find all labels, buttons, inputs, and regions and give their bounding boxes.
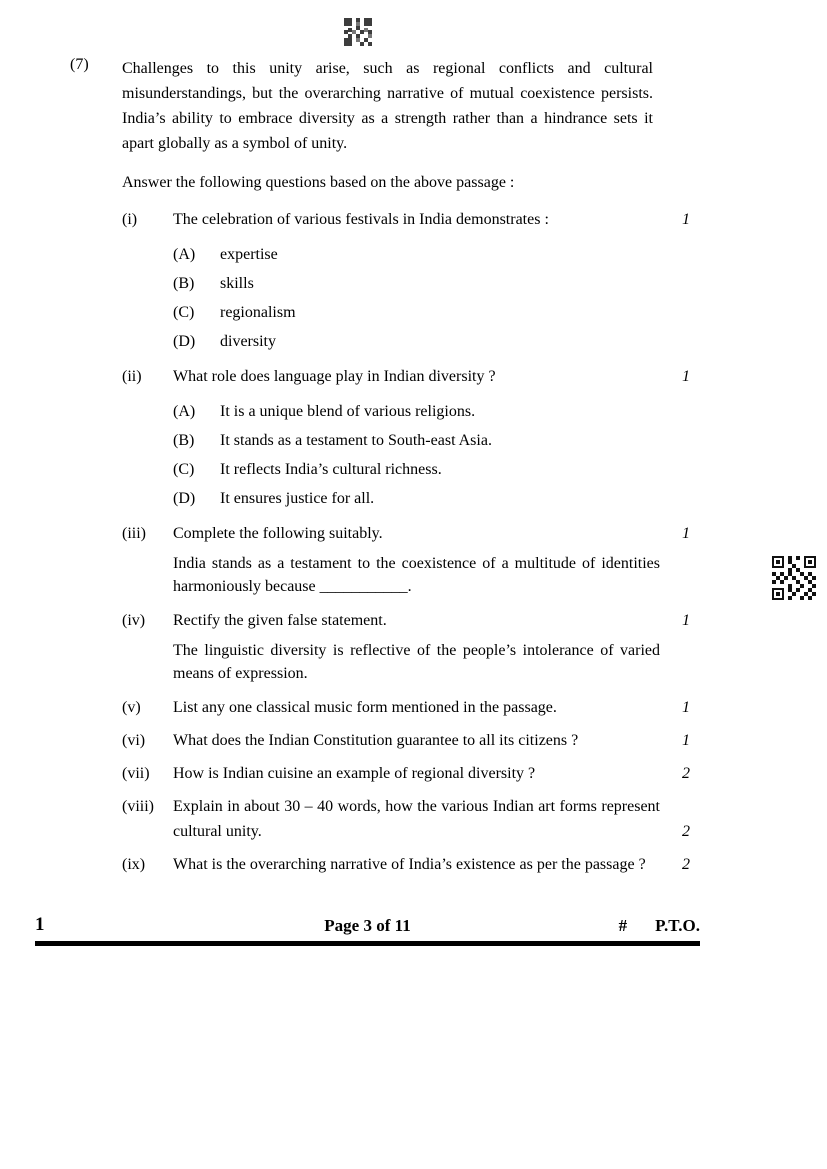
question-viii bbox=[70, 794, 690, 844]
question-ii-options bbox=[70, 397, 690, 513]
question-ii bbox=[70, 364, 690, 389]
question-marks: 1 bbox=[682, 211, 690, 228]
option-text: It stands as a testament to South-east Asia. bbox=[220, 432, 492, 449]
question-iv bbox=[70, 608, 690, 633]
question-iii bbox=[70, 521, 690, 546]
option-c bbox=[70, 298, 690, 327]
question-text: What role does language play in Indian diversity ? bbox=[173, 368, 496, 385]
footer-hash-mark: # bbox=[618, 916, 628, 935]
question-body-indent bbox=[70, 639, 173, 685]
question-marks: 2 bbox=[682, 823, 690, 840]
option-d bbox=[70, 484, 690, 513]
question-text: How is Indian cuisine an example of regional diversity ? bbox=[173, 765, 536, 782]
option-text: expertise bbox=[220, 246, 278, 263]
question-number: (viii) bbox=[122, 798, 154, 815]
question-i-options bbox=[70, 240, 690, 356]
question-indent bbox=[70, 852, 122, 877]
passage-number: (7) bbox=[70, 56, 89, 73]
question-text: Complete the following suitably. bbox=[173, 525, 383, 542]
question-text: Explain in about 30 – 40 words, how the various Indian art forms represent cultural unity. bbox=[173, 798, 660, 840]
question-vii bbox=[70, 761, 690, 786]
question-v bbox=[70, 695, 690, 720]
option-letter: (D) bbox=[173, 490, 196, 507]
option-text: It is a unique blend of various religions. bbox=[220, 403, 476, 420]
question-marks: 1 bbox=[682, 368, 690, 385]
option-d bbox=[70, 327, 690, 356]
question-text: What does the Indian Constitution guarantee to all its citizens ? bbox=[173, 732, 579, 749]
option-a bbox=[70, 240, 690, 269]
question-indent bbox=[70, 364, 122, 389]
option-indent bbox=[70, 240, 173, 269]
question-indent bbox=[70, 695, 122, 720]
option-letter: (A) bbox=[173, 246, 196, 263]
option-letter: (B) bbox=[173, 432, 195, 449]
question-body-text: The linguistic diversity is reflective of the people’s intolerance of varied means of expression. bbox=[173, 642, 660, 682]
footer-page-label: Page 3 of 11 bbox=[324, 916, 411, 935]
footer-pto-label: P.T.O. bbox=[655, 916, 700, 935]
page-footer bbox=[35, 914, 700, 940]
option-b bbox=[70, 269, 690, 298]
question-indent bbox=[70, 728, 122, 753]
option-letter: (A) bbox=[173, 403, 196, 420]
option-indent bbox=[70, 298, 173, 327]
question-vi bbox=[70, 728, 690, 753]
option-letter: (C) bbox=[173, 304, 195, 321]
question-indent bbox=[70, 521, 122, 546]
question-number: (i) bbox=[122, 211, 138, 228]
question-marks: 1 bbox=[682, 612, 690, 629]
option-text: skills bbox=[220, 275, 254, 292]
passage-block bbox=[70, 56, 690, 156]
question-marks: 1 bbox=[682, 699, 690, 716]
page-content bbox=[70, 56, 690, 885]
question-indent bbox=[70, 608, 122, 633]
option-b bbox=[70, 426, 690, 455]
footer-sheet-number: 1 bbox=[35, 914, 45, 935]
question-text: Rectify the given false statement. bbox=[173, 612, 387, 629]
option-indent bbox=[70, 455, 173, 484]
option-text: It ensures justice for all. bbox=[220, 490, 375, 507]
question-iv-body bbox=[70, 639, 690, 685]
qr-code-side-icon bbox=[772, 556, 816, 600]
option-c bbox=[70, 455, 690, 484]
option-indent bbox=[70, 426, 173, 455]
option-indent bbox=[70, 269, 173, 298]
question-indent bbox=[70, 794, 122, 844]
option-text: It reflects India’s cultural richness. bbox=[220, 461, 442, 478]
question-number: (ii) bbox=[122, 368, 142, 385]
question-number: (iii) bbox=[122, 525, 146, 542]
question-iii-body bbox=[70, 552, 690, 598]
option-letter: (B) bbox=[173, 275, 195, 292]
question-marks: 1 bbox=[682, 525, 690, 542]
option-letter: (C) bbox=[173, 461, 195, 478]
question-marks: 2 bbox=[682, 856, 690, 873]
option-indent bbox=[70, 397, 173, 426]
question-number: (vii) bbox=[122, 765, 150, 782]
question-body-text: India stands as a testament to the coexistence of a multitude of identities harmoniously because ___________. bbox=[173, 555, 660, 595]
option-indent bbox=[70, 327, 173, 356]
question-indent bbox=[70, 207, 122, 232]
qr-code-top-icon bbox=[344, 18, 372, 46]
question-i bbox=[70, 207, 690, 232]
question-ix bbox=[70, 852, 690, 877]
option-text: regionalism bbox=[220, 304, 296, 321]
passage-text: Challenges to this unity arise, such as regional conflicts and cultural misunderstandings, but the overarching narrative of mutual coexistence persists. India’s ability to embrace diversity as a strength rather than a hindrance sets it apart globally as a symbol of unity. bbox=[122, 60, 653, 152]
passage-instruction: Answer the following questions based on the above passage : bbox=[122, 174, 515, 191]
question-text: List any one classical music form mentioned in the passage. bbox=[173, 699, 557, 716]
question-marks: 2 bbox=[682, 765, 690, 782]
footer-right-group bbox=[619, 916, 700, 936]
option-text: diversity bbox=[220, 333, 276, 350]
question-number: (vi) bbox=[122, 732, 146, 749]
option-a bbox=[70, 397, 690, 426]
option-indent bbox=[70, 484, 173, 513]
question-number: (ix) bbox=[122, 856, 146, 873]
question-text: The celebration of various festivals in India demonstrates : bbox=[173, 211, 549, 228]
question-number: (iv) bbox=[122, 612, 146, 629]
footer-rule bbox=[35, 941, 700, 946]
question-indent bbox=[70, 761, 122, 786]
question-text: What is the overarching narrative of India’s existence as per the passage ? bbox=[173, 856, 646, 873]
question-body-indent bbox=[70, 552, 173, 598]
question-number: (v) bbox=[122, 699, 141, 716]
question-marks: 1 bbox=[682, 732, 690, 749]
option-letter: (D) bbox=[173, 333, 196, 350]
